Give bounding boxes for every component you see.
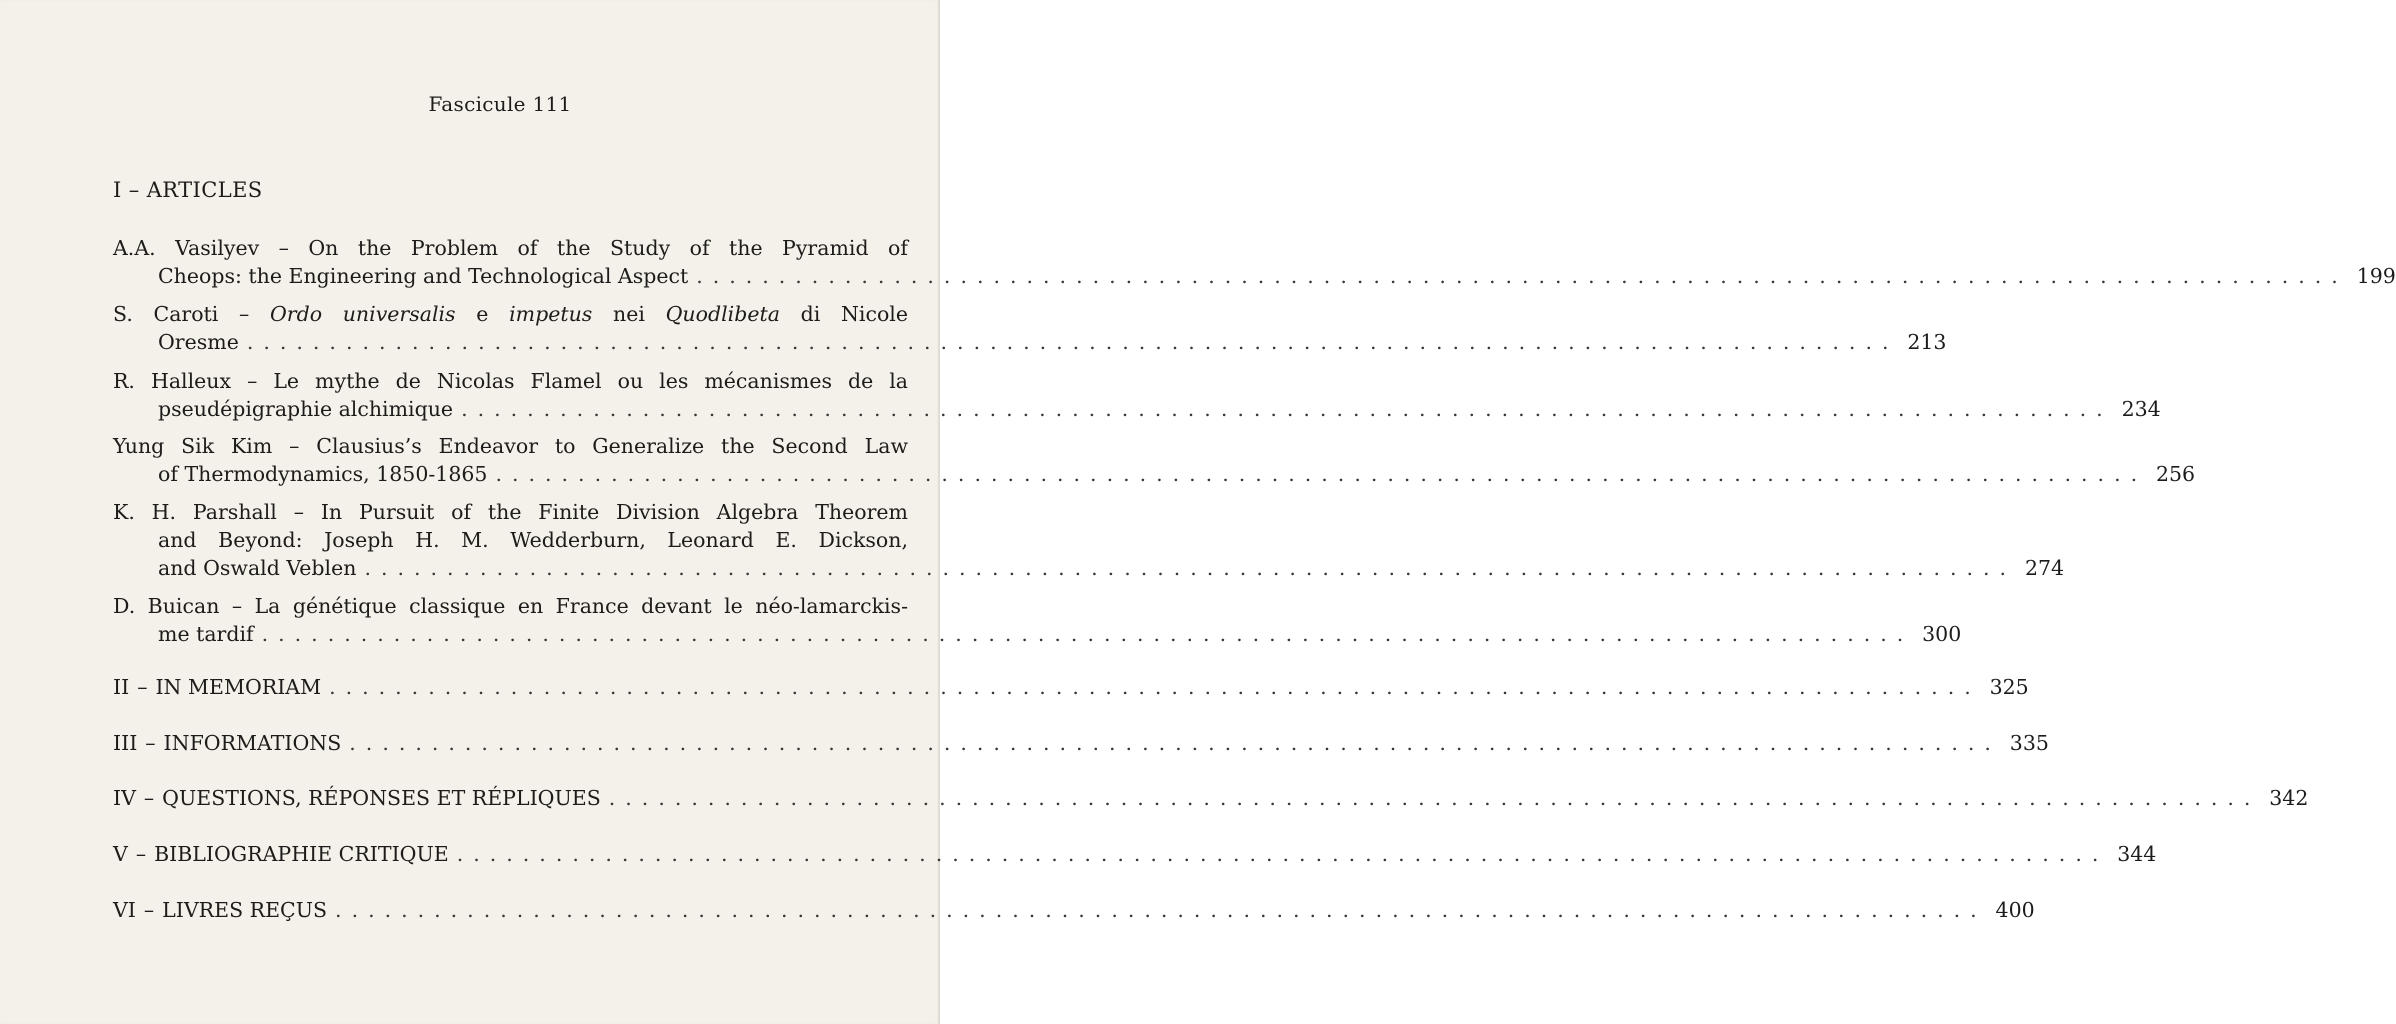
entry-page-number: 274 <box>2024 556 2065 580</box>
entry-author: R. Halleux <box>113 369 232 393</box>
entry-dash: – <box>231 594 243 618</box>
entry-title-line1: Le mythe de Nicolas Flamel ou les mécanismes de la <box>273 369 908 393</box>
section-numeral: III <box>113 731 138 755</box>
leader-dots: .................................................................................................... <box>495 462 2148 486</box>
section-numeral: IV <box>113 786 136 810</box>
entry-dash: – <box>239 302 250 326</box>
entry-page-number: 213 <box>1907 330 1947 354</box>
leader-dots: .................................................................................................... <box>329 675 1981 699</box>
entry-title-line1: La génétique classique en France devant le néo-lamarckis- <box>254 594 908 618</box>
entry-title-line2: Cheops: the Engineering and Technological Aspect <box>158 264 689 288</box>
section-dash: – <box>145 731 156 755</box>
section-title: INFORMATIONS <box>163 731 342 755</box>
entry-title-italic: Quodlibeta <box>665 302 780 326</box>
entry-dash: – <box>293 500 304 524</box>
leader-dots: .................................................................................................... <box>364 556 2017 580</box>
entry-page-number: 256 <box>2155 462 2196 486</box>
toc-section-questions <box>113 786 2309 810</box>
section-page-number: 400 <box>1995 898 2035 922</box>
section-page-number: 325 <box>1989 675 2029 699</box>
entry-title-line2: and Beyond: Joseph H. M. Wedderburn, Leonard E. Dickson, <box>158 528 908 552</box>
entry-title-text: e <box>476 302 489 326</box>
leader-dots: .................................................................................................... <box>456 842 2109 866</box>
fascicule-title: Fascicule 111 <box>428 92 572 116</box>
leader-dots: .................................................................................................... <box>608 786 2261 810</box>
entry-title-line2: Oresme <box>158 330 239 354</box>
entry-page-number: 234 <box>2121 397 2161 421</box>
entry-title-line1: In Pursuit of the Finite Division Algebra Theorem <box>320 500 908 524</box>
entry-dash: – <box>289 434 300 458</box>
entry-author: Yung Sik Kim <box>113 434 273 458</box>
section-dash: – <box>135 842 147 866</box>
section-page-number: 342 <box>2269 786 2309 810</box>
entry-author: S. Caroti <box>113 302 219 326</box>
section-title: LIVRES REÇUS <box>162 898 328 922</box>
entry-title-line1: On the Problem of the Study of the Pyramid of <box>308 236 908 260</box>
leader-dots: .................................................................................................... <box>261 622 1914 646</box>
section-title: IN MEMORIAM <box>155 675 322 699</box>
section-title: QUESTIONS, RÉPONSES ET RÉPLIQUES <box>162 786 601 810</box>
entry-title-line2: pseudépigraphie alchimique <box>158 397 454 421</box>
entry-title-italic: impetus <box>509 302 593 326</box>
section-page-number: 335 <box>2009 731 2049 755</box>
entry-author: A.A. Vasilyev <box>113 236 260 260</box>
toc-entry-caroti <box>113 300 1947 356</box>
section-numeral: V <box>113 842 128 866</box>
leader-dots: .................................................................................................... <box>335 898 1987 922</box>
section-dash: – <box>143 786 155 810</box>
entry-title-line2: of Thermodynamics, 1850-1865 <box>158 462 488 486</box>
entry-title-text: nei <box>613 302 645 326</box>
section-dash: – <box>137 675 148 699</box>
toc-entry-kim <box>113 432 2196 488</box>
articles-heading: I – ARTICLES <box>113 178 263 202</box>
entry-title-text: di Nicole <box>800 302 908 326</box>
leader-dots: .................................................................................................... <box>696 264 2348 288</box>
entry-title-line1: Clausius’s Endeavor to Generalize the Second Law <box>316 434 908 458</box>
section-dash: – <box>143 898 155 922</box>
entry-page-number: 199 <box>2356 264 2396 288</box>
toc-section-bibliographie <box>113 842 2157 866</box>
entry-page-number: 300 <box>1922 622 1962 646</box>
leader-dots: .................................................................................................... <box>349 731 2001 755</box>
entry-dash: – <box>247 369 258 393</box>
entry-author: K. H. Parshall <box>113 500 277 524</box>
toc-entry-vasilyev <box>113 234 2396 290</box>
section-numeral: II <box>113 675 130 699</box>
entry-title-line2: me tardif <box>158 622 254 646</box>
toc-section-livres-recus <box>113 898 2035 922</box>
toc-entry-halleux <box>113 367 2161 423</box>
leader-dots: .................................................................................................... <box>246 330 1899 354</box>
entry-title-italic: Ordo universalis <box>269 302 456 326</box>
entry-author: D. Buican <box>113 594 220 618</box>
leader-dots: .................................................................................................... <box>461 397 2113 421</box>
entry-title-line3: and Oswald Veblen <box>158 556 357 580</box>
section-numeral: VI <box>113 898 136 922</box>
section-page-number: 344 <box>2117 842 2157 866</box>
entry-dash: – <box>278 236 289 260</box>
toc-entry-buican <box>113 592 1962 648</box>
toc-entry-parshall <box>113 498 2065 582</box>
page-edge <box>938 0 940 1024</box>
section-title: BIBLIOGRAPHIE CRITIQUE <box>154 842 449 866</box>
toc-section-informations <box>113 731 2049 755</box>
toc-section-in-memoriam <box>113 675 2029 699</box>
